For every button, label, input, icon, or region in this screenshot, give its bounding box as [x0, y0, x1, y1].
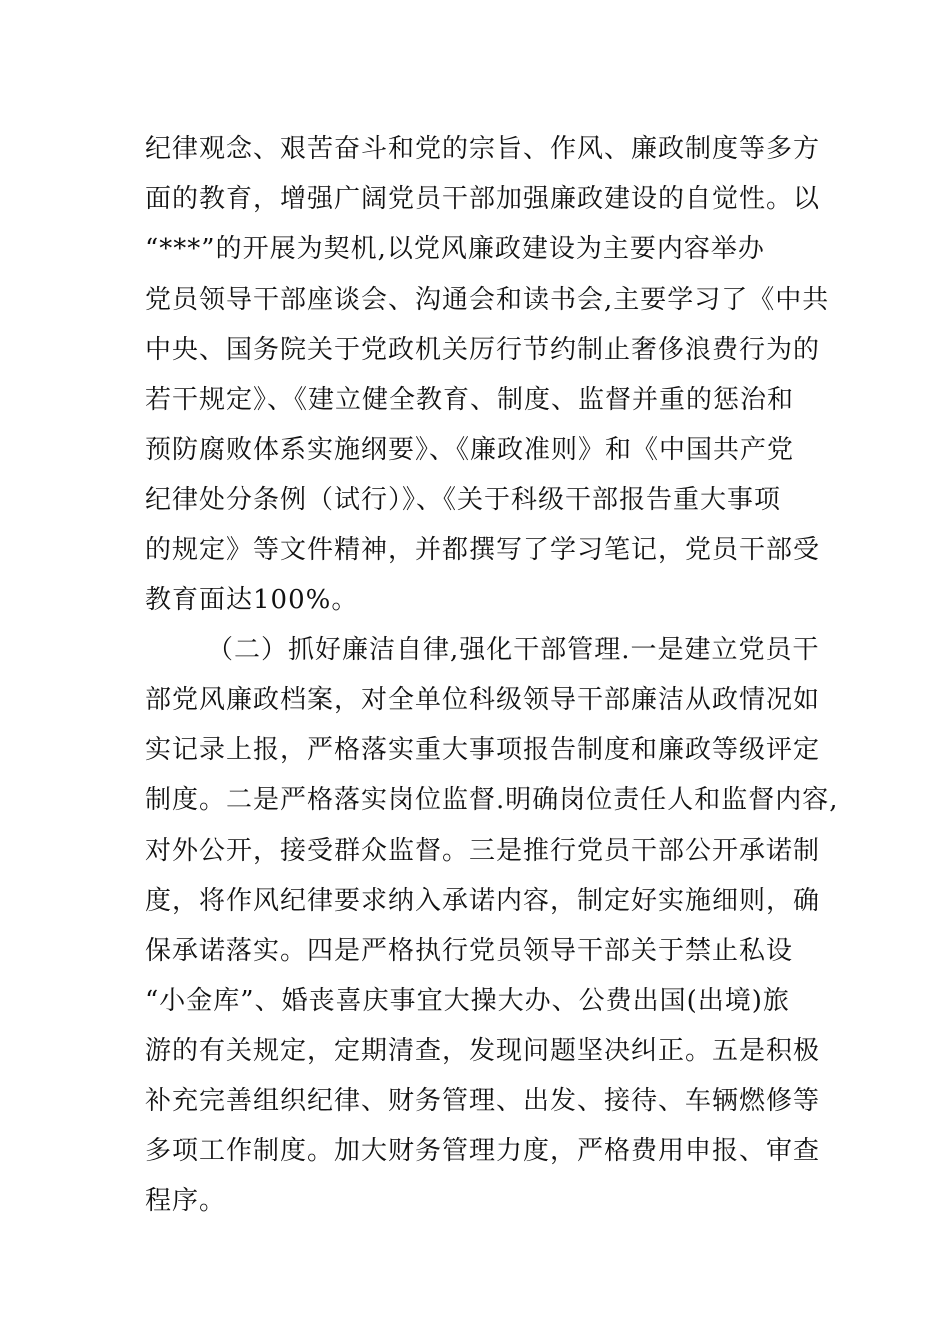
paragraph-2-line-4: 制度。二是严格落实岗位监督.明确岗位责任人和监督内容, — [145, 785, 839, 815]
paragraph-1-line-10: 教育面达100%。 — [145, 585, 359, 615]
paragraph-2-line-8: “小金库”、婚丧喜庆事宜大操大办、公费出国(出境)旅 — [145, 986, 790, 1016]
paragraph-1-line-6: 若干规定》、《建立健全教育、制度、监督并重的惩治和 — [145, 385, 795, 415]
paragraph-1-line-4: 党员领导干部座谈会、沟通会和读书会,主要学习了《中共 — [145, 285, 830, 315]
paragraph-1-line-8: 纪律处分条例（试行）》、《关于科级干部报告重大事项 — [145, 485, 782, 515]
paragraph-1-line-7: 预防腐败体系实施纲要》、《廉政准则》和《中国共产党 — [145, 435, 795, 465]
paragraph-1-line-3: “***”的开展为契机,以党风廉政建设为主要内容举办 — [145, 234, 765, 264]
paragraph-2-line-7: 保承诺落实。四是严格执行党员领导干部关于禁止私设 — [145, 936, 794, 966]
paragraph-1-line-2: 面的教育，增强广阔党员干部加强廉政建设的自觉性。以 — [145, 184, 821, 214]
paragraph-2-line-5: 对外公开，接受群众监督。三是推行党员干部公开承诺制 — [145, 836, 821, 866]
paragraph-1-line-5: 中央、国务院关于党政机关厉行节约制止奢侈浪费行为的 — [145, 335, 821, 365]
paragraph-1-line-1: 纪律观念、艰苦奋斗和党的宗旨、作风、廉政制度等多方 — [145, 134, 821, 164]
paragraph-1-line-9: 的规定》等文件精神，并都撰写了学习笔记，党员干部受 — [145, 535, 821, 565]
paragraph-2-line-11: 多项工作制度。加大财务管理力度，严格费用申报、审查 — [145, 1136, 821, 1166]
paragraph-2-line-3: 实记录上报，严格落实重大事项报告制度和廉政等级评定 — [145, 735, 821, 765]
paragraph-2-line-2: 部党风廉政档案，对全单位科级领导干部廉洁从政情况如 — [145, 685, 821, 715]
paragraph-2-line-12: 程序。 — [145, 1186, 227, 1216]
paragraph-2-line-10: 补充完善组织纪律、财务管理、出发、接待、车辆燃修等 — [145, 1086, 821, 1116]
paragraph-2-line-9: 游的有关规定，定期清查，发现问题坚决纠正。五是积极 — [145, 1036, 821, 1066]
paragraph-2-line-1: （二）抓好廉洁自律,强化干部管理.一是建立党员干 — [207, 635, 820, 665]
paragraph-2-line-6: 度，将作风纪律要求纳入承诺内容，制定好实施细则，确 — [145, 886, 821, 916]
